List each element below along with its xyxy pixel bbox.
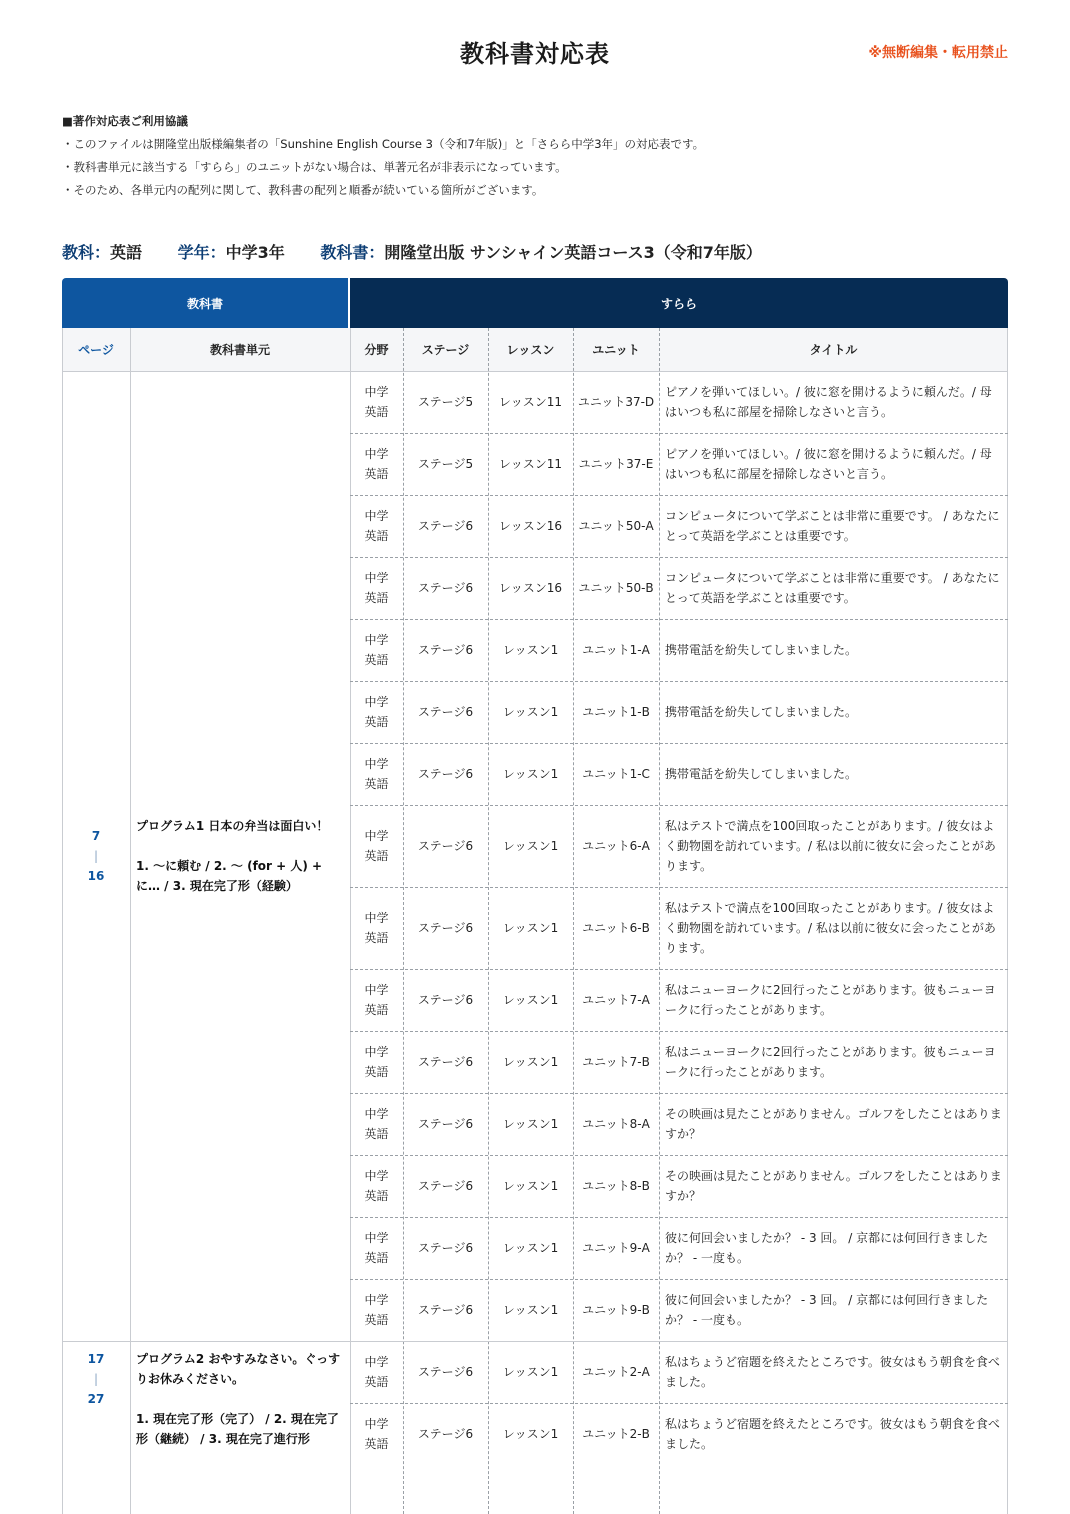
- table-cell-stage: ステージ6: [417, 767, 474, 781]
- table-cell-unit: ユニット1-C: [582, 767, 650, 781]
- table-cell-field: 中学英語: [364, 509, 389, 543]
- table-cell-title: その映画は見たことがありません。ゴルフをしたことはありますか？: [665, 1169, 1002, 1203]
- table-cell-field: 中学英語: [364, 911, 389, 945]
- page-end: 16: [87, 869, 105, 883]
- table-cell-field: 中学英語: [364, 1417, 389, 1451]
- table-cell-stage: ステージ5: [417, 457, 474, 471]
- copy-warning: ※無断編集・転用禁止: [868, 45, 1008, 61]
- table-cell-unit: ユニット50-A: [578, 519, 654, 533]
- table-left-border: [62, 328, 63, 1514]
- group-header-textbook: 教科書: [62, 278, 348, 328]
- table-cell-unit: ユニット7-B: [582, 1055, 650, 1069]
- table-cell-field: 中学英語: [364, 1231, 389, 1265]
- column-header-unit-code: ユニット: [573, 328, 659, 371]
- table-cell-unit: ユニット8-A: [582, 1117, 650, 1131]
- table-cell-title: その映画は見たことがありません。ゴルフをしたことはありますか？: [665, 1107, 1002, 1141]
- table-cell-title: 私はテストで満点を100回取ったことがあります。/ 彼女はよく動物園を訪れています。/ 私は以前に彼女に会ったことがあります。: [665, 901, 996, 955]
- row-divider: [350, 495, 1008, 496]
- column-header-title: タイトル: [659, 328, 1008, 371]
- column-header-stage: ステージ: [403, 328, 488, 371]
- correspondence-table: [62, 278, 1008, 1514]
- page-range-separator: |: [93, 1372, 99, 1386]
- table-cell-field: 中学英語: [364, 1045, 389, 1079]
- textbook-value: 開隆堂出版 サンシャイン英語コース3（令和7年版）: [384, 243, 762, 262]
- grade-label: 学年：: [177, 243, 226, 262]
- table-cell-unit: ユニット1-B: [582, 705, 650, 719]
- row-divider: [350, 681, 1008, 682]
- table-cell-title: ピアノを弾いてほしい。/ 彼に窓を開けるように頼んだ。/ 母はいつも私に部屋を掃除しなさいと言う。: [665, 447, 992, 481]
- table-cell-lesson: レッスン1: [502, 1117, 559, 1131]
- table-cell-unit: ユニット8-B: [582, 1179, 650, 1193]
- table-cell-unit: ユニット2-B: [582, 1427, 650, 1441]
- table-cell-lesson: レッスン1: [502, 1365, 559, 1379]
- unit-border: [62, 1341, 1008, 1342]
- table-cell-stage: ステージ6: [417, 1117, 474, 1131]
- column-header-lesson: レッスン: [488, 328, 573, 371]
- row-divider: [350, 1403, 1008, 1404]
- textbook-label: 教科書：: [320, 243, 385, 262]
- table-cell-field: 中学英語: [364, 1355, 389, 1389]
- table-cell-stage: ステージ6: [417, 839, 474, 853]
- table-cell-lesson: レッスン1: [502, 1179, 559, 1193]
- column-header-page: ページ: [62, 328, 130, 371]
- table-cell-title: コンピュータについて学ぶことは非常に重要です。 / あなたにとって英語を学ぶことは重要です。: [665, 509, 1000, 543]
- table-cell-unit: ユニット50-B: [578, 581, 654, 595]
- row-divider: [350, 619, 1008, 620]
- table-cell-stage: ステージ6: [417, 519, 474, 533]
- table-cell-lesson: レッスン11: [498, 395, 563, 409]
- table-cell-title: 彼に何回会いましたか？ - 3 回。 / 京都には何回行きましたか？ - 一度も。: [665, 1293, 989, 1327]
- program-title: プログラム2 おやすみなさい。ぐっすりお休みください。: [136, 1352, 341, 1386]
- subject-value: 英語: [110, 243, 143, 262]
- page-range-separator: |: [93, 849, 99, 863]
- page-title: 教科書対応表: [460, 40, 610, 68]
- row-divider: [350, 1217, 1008, 1218]
- row-divider: [350, 969, 1008, 970]
- table-cell-unit: ユニット9-A: [582, 1241, 650, 1255]
- table-cell-stage: ステージ6: [417, 1055, 474, 1069]
- table-cell-lesson: レッスン16: [498, 519, 563, 533]
- table-cell-title: ピアノを弾いてほしい。/ 彼に窓を開けるように頼んだ。/ 母はいつも私に部屋を掃除しなさいと言う。: [665, 385, 992, 419]
- table-cell-stage: ステージ6: [417, 921, 474, 935]
- table-cell-field: 中学英語: [364, 695, 389, 729]
- program-items: 1. 現在完了形（完了） / 2. 現在完了形（継続） / 3. 現在完了進行形: [136, 1412, 339, 1446]
- table-cell-field: 中学英語: [364, 1293, 389, 1327]
- column-header-field: 分野: [350, 328, 403, 371]
- row-divider: [350, 433, 1008, 434]
- subject-info: [62, 240, 762, 263]
- group-header-surala: すらら: [350, 278, 1008, 328]
- row-divider: [350, 805, 1008, 806]
- page-range: [62, 1349, 130, 1409]
- table-cell-stage: ステージ6: [417, 1427, 474, 1441]
- program-title: プログラム1 日本の弁当は面白い！: [136, 819, 329, 833]
- table-cell-unit: ユニット2-A: [582, 1365, 650, 1379]
- table-cell-lesson: レッスン1: [502, 1303, 559, 1317]
- table-cell-stage: ステージ6: [417, 1365, 474, 1379]
- table-cell-field: 中学英語: [364, 571, 389, 605]
- usage-notice: [62, 110, 704, 202]
- table-cell-title: 彼に何回会いましたか？ - 3 回。 / 京都には何回行きましたか？ - 一度も。: [665, 1231, 989, 1265]
- table-cell-stage: ステージ6: [417, 581, 474, 595]
- table-cell-stage: ステージ6: [417, 1241, 474, 1255]
- column-header-unit: 教科書単元: [130, 328, 350, 371]
- table-cell-title: 私はちょうど宿題を終えたところです。彼女はもう朝食を食べました。: [665, 1417, 1000, 1451]
- table-cell-unit: ユニット6-B: [582, 921, 650, 935]
- table-cell-stage: ステージ6: [417, 705, 474, 719]
- notice-line: ・このファイルは開隆堂出版様編集者の「Sunshine English Course 3（令和7年版)」と「さらら中学3年」の対応表です。: [62, 137, 705, 151]
- table-cell-field: 中学英語: [364, 385, 389, 419]
- table-cell-lesson: レッスン1: [502, 839, 559, 853]
- table-cell-field: 中学英語: [364, 633, 389, 667]
- table-cell-unit: ユニット7-A: [582, 993, 650, 1007]
- table-cell-title: 私はテストで満点を100回取ったことがあります。/ 彼女はよく動物園を訪れています。/ 私は以前に彼女に会ったことがあります。: [665, 819, 996, 873]
- row-divider: [350, 887, 1008, 888]
- subject-label: 教科：: [62, 243, 111, 262]
- table-cell-title: 携帯電話を紛失してしまいました。: [665, 643, 858, 657]
- notice-line: ・教科書単元に該当する「すらら」のユニットがない場合は、単著元名が非表示になっています。: [62, 160, 567, 174]
- table-cell-stage: ステージ5: [417, 395, 474, 409]
- page-start: 7: [91, 829, 101, 843]
- table-cell-unit: ユニット1-A: [582, 643, 650, 657]
- table-cell-lesson: レッスン1: [502, 993, 559, 1007]
- notice-heading: ■著作対応表ご利用協議: [62, 114, 188, 128]
- page-start: 17: [87, 1352, 105, 1366]
- table-cell-unit: ユニット37-E: [578, 457, 654, 471]
- table-cell-lesson: レッスン1: [502, 921, 559, 935]
- table-cell-title: 私はちょうど宿題を終えたところです。彼女はもう朝食を食べました。: [665, 1355, 1000, 1389]
- table-cell-lesson: レッスン1: [502, 643, 559, 657]
- row-divider: [350, 743, 1008, 744]
- table-cell-title: コンピュータについて学ぶことは非常に重要です。 / あなたにとって英語を学ぶことは重要です。: [665, 571, 1000, 605]
- table-cell-title: 私はニューヨークに2回行ったことがあります。彼もニューヨークに行ったことがあります。: [665, 983, 996, 1017]
- table-cell-lesson: レッスン1: [502, 705, 559, 719]
- table-cell-stage: ステージ6: [417, 993, 474, 1007]
- table-cell-title: 私はニューヨークに2回行ったことがあります。彼もニューヨークに行ったことがあります。: [665, 1045, 996, 1079]
- textbook-unit: [130, 1349, 350, 1449]
- table-cell-field: 中学英語: [364, 829, 389, 863]
- table-cell-field: 中学英語: [364, 1169, 389, 1203]
- program-items: 1. ～に頼む / 2. ～ (for + 人) + に… / 3. 現在完了形（経験）: [136, 859, 323, 893]
- row-divider: [350, 1093, 1008, 1094]
- table-cell-title: 携帯電話を紛失してしまいました。: [665, 767, 858, 781]
- row-divider: [350, 1031, 1008, 1032]
- textbook-unit: [130, 816, 350, 896]
- row-divider: [350, 557, 1008, 558]
- notice-line: ・そのため、各単元内の配列に関して、教科書の配列と順番が続いている箇所がございます。: [62, 183, 544, 197]
- table-cell-field: 中学英語: [364, 983, 389, 1017]
- table-cell-unit: ユニット9-B: [582, 1303, 650, 1317]
- table-cell-lesson: レッスン16: [498, 581, 563, 595]
- column-divider: [130, 328, 131, 1514]
- table-cell-stage: ステージ6: [417, 643, 474, 657]
- table-cell-lesson: レッスン1: [502, 1427, 559, 1441]
- table-cell-stage: ステージ6: [417, 1303, 474, 1317]
- table-cell-field: 中学英語: [364, 757, 389, 791]
- page-end: 27: [87, 1392, 105, 1406]
- table-cell-unit: ユニット37-D: [577, 395, 655, 409]
- table-cell-field: 中学英語: [364, 447, 389, 481]
- row-divider: [350, 1279, 1008, 1280]
- row-divider: [350, 1155, 1008, 1156]
- table-cell-unit: ユニット6-A: [582, 839, 650, 853]
- table-cell-lesson: レッスン1: [502, 1055, 559, 1069]
- table-cell-lesson: レッスン1: [502, 767, 559, 781]
- table-cell-field: 中学英語: [364, 1107, 389, 1141]
- table-cell-stage: ステージ6: [417, 1179, 474, 1193]
- table-cell-lesson: レッスン11: [498, 457, 563, 471]
- grade-value: 中学3年: [225, 243, 285, 262]
- table-cell-lesson: レッスン1: [502, 1241, 559, 1255]
- page-range: [62, 826, 130, 886]
- table-cell-title: 携帯電話を紛失してしまいました。: [665, 705, 858, 719]
